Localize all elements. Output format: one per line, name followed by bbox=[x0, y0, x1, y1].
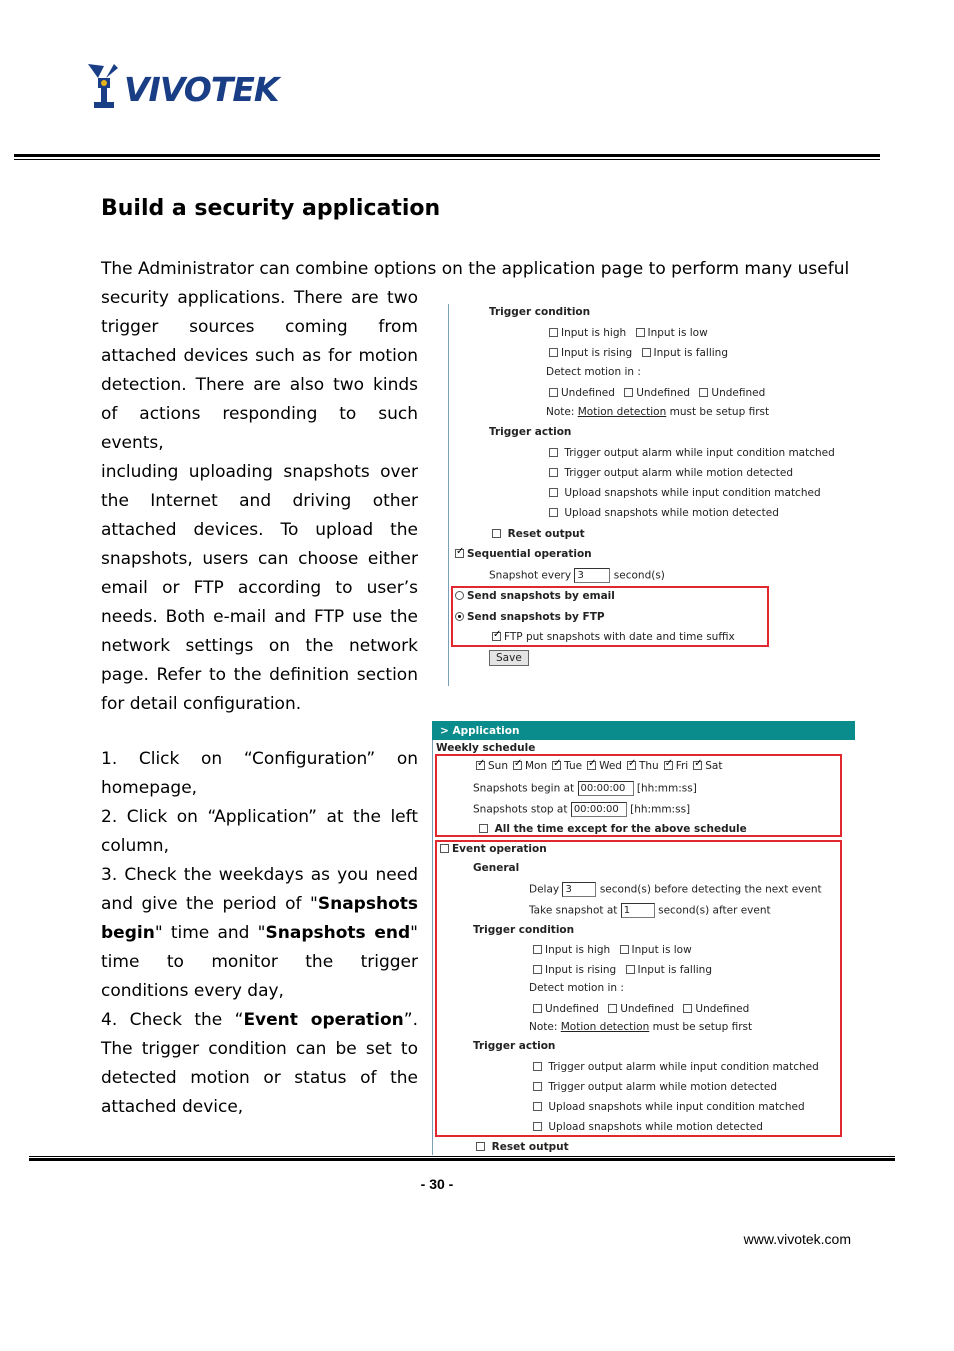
trigger-condition-heading-2: Trigger condition bbox=[473, 924, 575, 936]
take-snapshot-label: Take snapshot at bbox=[529, 904, 618, 917]
intro-first-line: The Administrator can combine options on the application page to perform many useful bbox=[101, 259, 850, 279]
weekday-checkboxes bbox=[476, 760, 722, 772]
reset-output-checkbox-2[interactable] bbox=[476, 1142, 485, 1151]
general-heading: General bbox=[473, 862, 520, 874]
step-1-line-1: 1. Click on “Configuration” on bbox=[101, 749, 418, 769]
weekday-label: Thu bbox=[638, 760, 659, 772]
intro-line: of actions responding to such events, bbox=[101, 404, 418, 453]
step-3-text-c: " bbox=[410, 923, 418, 943]
sequential-operation-label: Sequential operation bbox=[467, 548, 592, 560]
figure-border bbox=[448, 304, 449, 686]
footer-rule bbox=[29, 1158, 895, 1161]
intro-line: for detail configuration. bbox=[101, 694, 302, 714]
action-1-checkbox[interactable] bbox=[549, 448, 558, 457]
intro-line: security applications. There are two bbox=[101, 288, 418, 308]
send-email-label: Send snapshots by email bbox=[467, 590, 615, 602]
event-operation-checkbox[interactable] bbox=[440, 844, 449, 853]
action-4-checkbox-2[interactable] bbox=[533, 1122, 542, 1131]
step-4-line-3: detected motion or status of the bbox=[101, 1068, 418, 1088]
weekday-label: Sat bbox=[705, 760, 723, 772]
weekday-checkbox-sat[interactable] bbox=[693, 761, 702, 770]
intro-paragraph bbox=[101, 284, 418, 719]
input-high-checkbox[interactable] bbox=[549, 328, 558, 337]
step-4-line-2: The trigger condition can be set to bbox=[101, 1039, 418, 1059]
input-falling-label: Input is falling bbox=[653, 347, 729, 359]
application-settings-figure-1 bbox=[448, 300, 848, 686]
undefined-1-checkbox[interactable] bbox=[549, 388, 558, 397]
input-low-label: Input is low bbox=[647, 327, 708, 339]
intro-line: page. Refer to the definition section bbox=[101, 665, 418, 685]
vivotek-logo bbox=[86, 62, 296, 114]
step-2-line-1: 2. Click on “Application” at the left bbox=[101, 807, 418, 827]
undefined-2-checkbox[interactable] bbox=[624, 388, 633, 397]
action-4-checkbox[interactable] bbox=[549, 508, 558, 517]
intro-line: attached devices. To upload the bbox=[101, 520, 418, 540]
footer-rule-thin bbox=[29, 1156, 895, 1157]
step-3-line-1: 3. Check the weekdays as you need bbox=[101, 865, 418, 885]
note-prefix: Note: bbox=[546, 406, 578, 418]
weekday-checkbox-sun[interactable] bbox=[476, 761, 485, 770]
step-3-bold-c: Snapshots end bbox=[265, 923, 411, 943]
motion-note bbox=[546, 406, 769, 418]
event-operation-label: Event operation bbox=[452, 843, 547, 855]
step-3-line-2 bbox=[101, 890, 418, 919]
action-3-checkbox[interactable] bbox=[549, 488, 558, 497]
take-snapshot-suffix: second(s) after event bbox=[658, 904, 771, 917]
input-falling-checkbox[interactable] bbox=[642, 348, 651, 357]
input-low-checkbox[interactable] bbox=[636, 328, 645, 337]
weekday-checkbox-mon[interactable] bbox=[513, 761, 522, 770]
weekday-label: Wed bbox=[599, 760, 622, 772]
input-high-label-2: Input is high bbox=[545, 944, 611, 956]
undefined-2-checkbox-2[interactable] bbox=[608, 1004, 617, 1013]
note-suffix: must be setup first bbox=[666, 406, 770, 418]
step-3-text-b: " time and " bbox=[154, 923, 266, 943]
undefined-1-label: Undefined bbox=[561, 387, 615, 399]
input-rising-label: Input is rising bbox=[561, 347, 633, 359]
undefined-2-label: Undefined bbox=[636, 387, 691, 399]
send-ftp-label: Send snapshots by FTP bbox=[467, 611, 605, 623]
step-3-bold-a: Snapshots bbox=[317, 894, 418, 914]
snapshot-every-label: Snapshot every bbox=[489, 569, 572, 582]
input-rising-label-2: Input is rising bbox=[545, 964, 617, 976]
snapshots-begin-label: Snapshots begin at bbox=[473, 782, 575, 795]
action-4-label: Upload snapshots while motion detected bbox=[564, 507, 779, 519]
intro-line: network settings on the network bbox=[101, 636, 418, 656]
step-3-bold-b: begin bbox=[101, 923, 155, 943]
motion-note-2 bbox=[529, 1021, 752, 1033]
intro-line: including uploading snapshots over bbox=[101, 462, 418, 482]
weekday-label: Fri bbox=[675, 760, 689, 772]
action-2-checkbox[interactable] bbox=[549, 468, 558, 477]
snapshots-begin-input[interactable]: 00:00:00 bbox=[578, 781, 634, 796]
weekday-checkbox-tue[interactable] bbox=[552, 761, 561, 770]
figure-2-border bbox=[432, 740, 433, 1155]
weekday-label: Sun bbox=[488, 760, 508, 772]
input-falling-label-2: Input is falling bbox=[637, 964, 713, 976]
delay-suffix: second(s) before detecting the next event bbox=[599, 883, 822, 896]
action-3-label-2: Upload snapshots while input condition matched bbox=[548, 1101, 805, 1113]
all-time-label: All the time except for the above schedule bbox=[494, 823, 747, 835]
step-2-line-2: column, bbox=[101, 836, 169, 856]
steps-text bbox=[101, 745, 418, 1122]
snapshot-every-input[interactable]: 3 bbox=[574, 568, 610, 583]
intro-line: email or FTP according to user’s bbox=[101, 578, 418, 598]
note-prefix-2: Note: bbox=[529, 1021, 561, 1033]
input-rising-checkbox-2[interactable] bbox=[533, 965, 542, 974]
step-3-line-3 bbox=[101, 919, 418, 948]
page-title: Build a security application bbox=[101, 196, 441, 221]
intro-line: detection. There are also two kinds bbox=[101, 375, 418, 395]
trigger-action-heading: Trigger action bbox=[489, 426, 572, 438]
input-low-label-2: Input is low bbox=[631, 944, 692, 956]
weekday-checkbox-fri[interactable] bbox=[664, 761, 673, 770]
delay-label: Delay bbox=[529, 883, 560, 896]
seconds-label: second(s) bbox=[613, 569, 665, 582]
step-4-line-1 bbox=[101, 1006, 418, 1035]
intro-line: attached devices such as for motion bbox=[101, 346, 418, 366]
undefined-1-label-2: Undefined bbox=[545, 1003, 599, 1015]
header-rule bbox=[14, 154, 880, 157]
snapshots-stop-label: Snapshots stop at bbox=[473, 803, 568, 816]
take-snapshot-input[interactable]: 1 bbox=[621, 903, 655, 918]
action-3-label: Upload snapshots while input condition matched bbox=[564, 487, 821, 499]
weekday-label: Mon bbox=[524, 760, 548, 772]
trigger-condition-heading: Trigger condition bbox=[489, 306, 591, 318]
stop-format-label: [hh:mm:ss] bbox=[630, 803, 691, 816]
intro-line: trigger sources coming from bbox=[101, 317, 418, 337]
begin-format-label: [hh:mm:ss] bbox=[636, 782, 697, 795]
footer-url[interactable]: www.vivotek.com bbox=[743, 1231, 851, 1247]
detect-motion-label-2: Detect motion in : bbox=[529, 982, 624, 994]
weekday-checkbox-thu[interactable] bbox=[627, 761, 636, 770]
undefined-3-label-2: Undefined bbox=[695, 1003, 750, 1015]
reset-output-label: Reset output bbox=[507, 528, 585, 540]
save-button[interactable]: Save bbox=[489, 650, 529, 666]
intro-line: snapshots, users can choose either bbox=[101, 549, 418, 569]
step-3-line-5: conditions every day, bbox=[101, 981, 284, 1001]
action-1-checkbox-2[interactable] bbox=[533, 1062, 542, 1071]
undefined-3-checkbox[interactable] bbox=[699, 388, 708, 397]
step-3-line-4: time to monitor the trigger bbox=[101, 952, 418, 972]
intro-line: the Internet and driving other bbox=[101, 491, 418, 511]
input-falling-checkbox-2[interactable] bbox=[626, 965, 635, 974]
action-1-label-2: Trigger output alarm while input condition matched bbox=[548, 1061, 819, 1073]
undefined-3-checkbox-2[interactable] bbox=[683, 1004, 692, 1013]
application-header[interactable]: > Application bbox=[440, 725, 520, 737]
step-4-bold: Event operation bbox=[243, 1010, 404, 1030]
step-3-text-a: and give the period of " bbox=[101, 894, 318, 914]
step-1-line-2: homepage, bbox=[101, 778, 198, 798]
trigger-action-heading-2: Trigger action bbox=[473, 1040, 556, 1052]
input-high-checkbox-2[interactable] bbox=[533, 945, 542, 954]
page-number: - 30 - bbox=[420, 1176, 454, 1192]
intro-line: needs. Both e-mail and FTP use the bbox=[101, 607, 418, 627]
sequential-operation-checkbox[interactable] bbox=[455, 549, 464, 558]
step-4-text-b: ”. bbox=[403, 1010, 418, 1030]
action-4-label-2: Upload snapshots while motion detected bbox=[548, 1121, 763, 1133]
delay-input[interactable]: 3 bbox=[562, 882, 596, 897]
input-low-checkbox-2[interactable] bbox=[620, 945, 629, 954]
note-suffix-2: must be setup first bbox=[649, 1021, 753, 1033]
undefined-2-label-2: Undefined bbox=[620, 1003, 675, 1015]
step-4-text-a: 4. Check the “ bbox=[101, 1010, 244, 1030]
action-2-label: Trigger output alarm while motion detected bbox=[564, 467, 794, 479]
input-high-label: Input is high bbox=[561, 327, 627, 339]
reset-output-checkbox[interactable] bbox=[492, 529, 501, 538]
snapshots-stop-input[interactable]: 00:00:00 bbox=[571, 802, 627, 817]
undefined-3-label: Undefined bbox=[711, 387, 766, 399]
step-4-line-4: attached device, bbox=[101, 1097, 244, 1117]
motion-detection-link-2[interactable]: Motion detection bbox=[560, 1021, 650, 1033]
action-2-label-2: Trigger output alarm while motion detected bbox=[548, 1081, 778, 1093]
all-time-checkbox[interactable] bbox=[479, 824, 488, 833]
application-settings-figure-2 bbox=[432, 721, 856, 1155]
action-1-label: Trigger output alarm while input condition matched bbox=[564, 447, 835, 459]
undefined-1-checkbox-2[interactable] bbox=[533, 1004, 542, 1013]
ftp-suffix-label: FTP put snapshots with date and time suffix bbox=[504, 631, 735, 643]
action-3-checkbox-2[interactable] bbox=[533, 1102, 542, 1111]
action-2-checkbox-2[interactable] bbox=[533, 1082, 542, 1091]
reset-output-label-2: Reset output bbox=[491, 1141, 569, 1153]
camera-logo-icon bbox=[86, 62, 126, 112]
detect-motion-label: Detect motion in : bbox=[546, 366, 641, 378]
header-rule-thin bbox=[14, 159, 880, 160]
highlight-box-send bbox=[451, 586, 769, 647]
input-rising-checkbox[interactable] bbox=[549, 348, 558, 357]
logo-text: VIVOTEK bbox=[124, 70, 279, 109]
weekday-label: Tue bbox=[564, 760, 583, 772]
weekly-schedule-heading: Weekly schedule bbox=[436, 742, 536, 754]
motion-detection-link[interactable]: Motion detection bbox=[577, 406, 667, 418]
weekday-checkbox-wed[interactable] bbox=[587, 761, 596, 770]
